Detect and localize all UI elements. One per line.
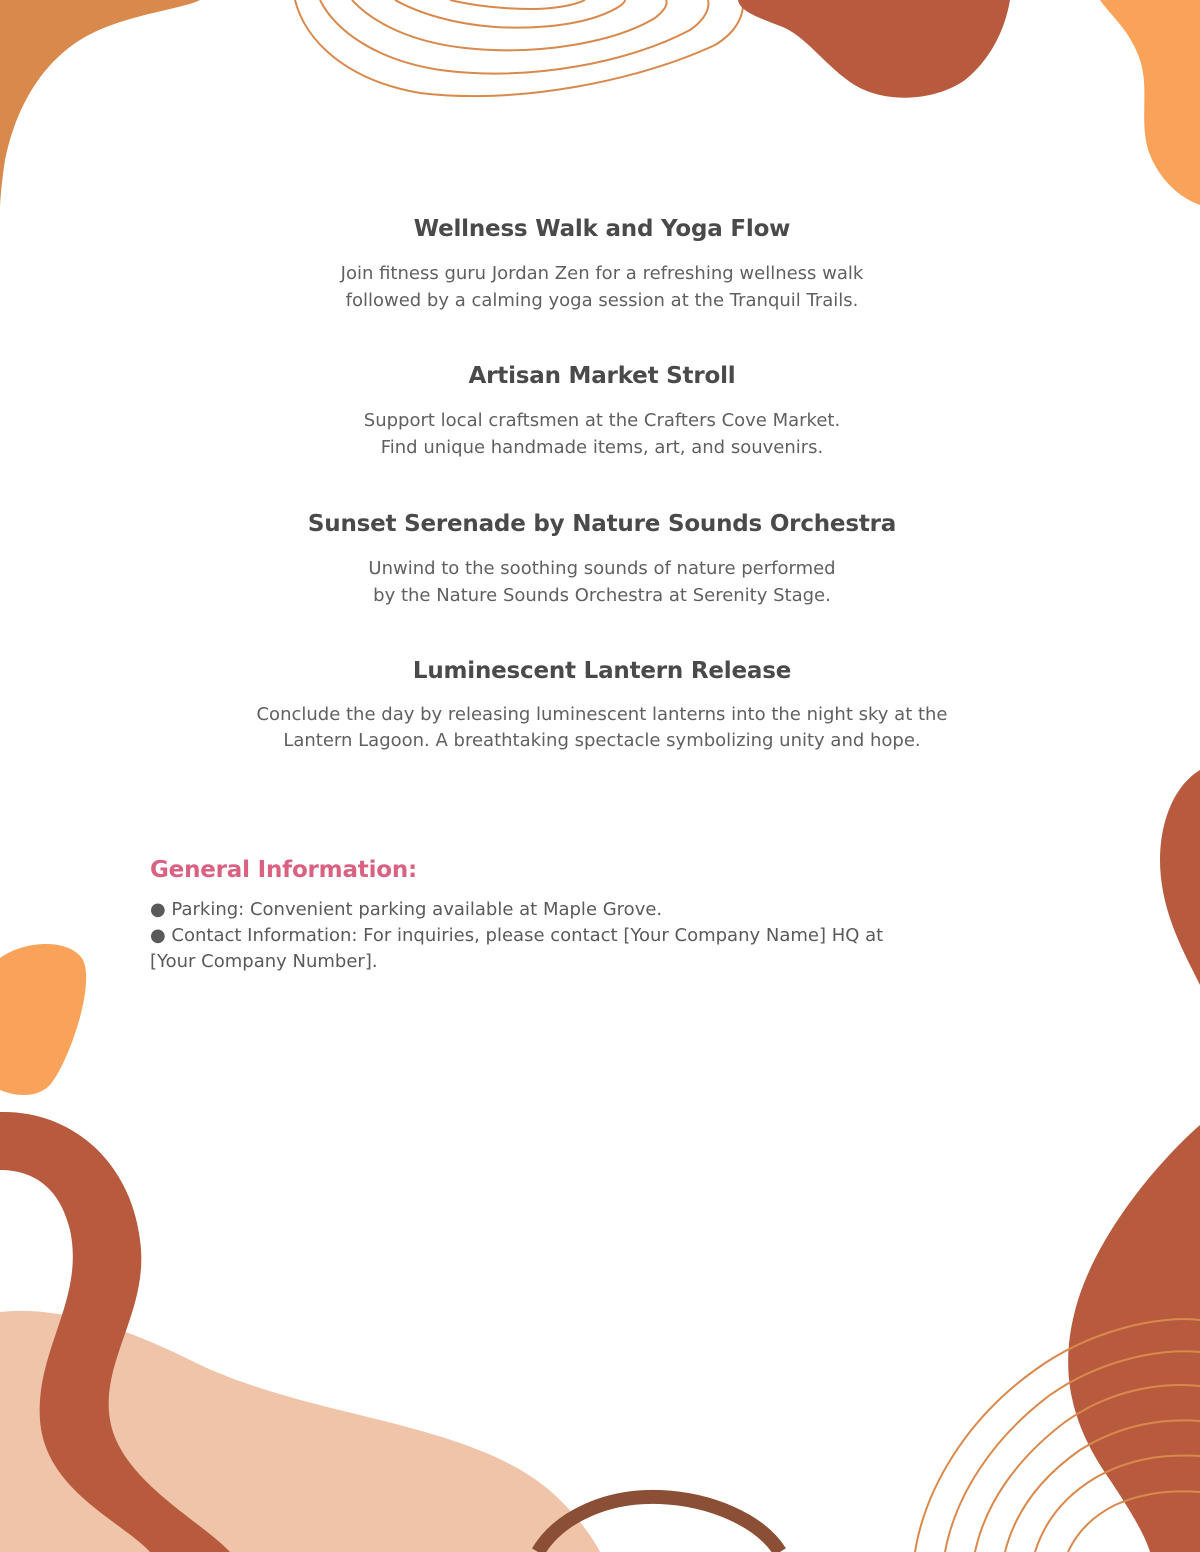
event-title: Wellness Walk and Yoga Flow bbox=[413, 216, 791, 242]
event-title: Artisan Market Stroll bbox=[468, 363, 736, 389]
event-description: Unwind to the soothing sounds of nature performed by the Nature Sounds Orchestra at Serenity Stage. bbox=[368, 558, 836, 606]
general-information-title: General Information: bbox=[150, 857, 418, 883]
event-description: Join fitness guru Jordan Zen for a refreshing wellness walk followed by a calming yoga session at the Tranquil Trails. bbox=[340, 263, 864, 311]
event-artisan-market bbox=[180, 361, 1024, 461]
event-title: Luminescent Lantern Release bbox=[412, 658, 792, 684]
general-information bbox=[150, 855, 910, 975]
event-sunset-serenade bbox=[180, 509, 1024, 609]
event-description: Conclude the day by releasing luminescent lanterns into the night sky at the Lantern Lagoon. A breathtaking spectacle symbolizing unity and hope. bbox=[256, 704, 948, 751]
event-title: Sunset Serenade by Nature Sounds Orchestra bbox=[307, 511, 897, 537]
general-information-list bbox=[150, 897, 910, 975]
event-wellness-walk bbox=[180, 214, 1024, 314]
event-description: Support local craftsmen at the Crafters Cove Market. Find unique handmade items, art, and souvenirs. bbox=[363, 410, 841, 458]
general-info-item-parking: ● Parking: Convenient parking available at Maple Grove. bbox=[150, 899, 663, 920]
general-info-item-contact: ● Contact Information: For inquiries, please contact [Your Company Name] HQ at [Your Company Number]. bbox=[150, 925, 884, 972]
event-lantern-release bbox=[180, 656, 1024, 754]
